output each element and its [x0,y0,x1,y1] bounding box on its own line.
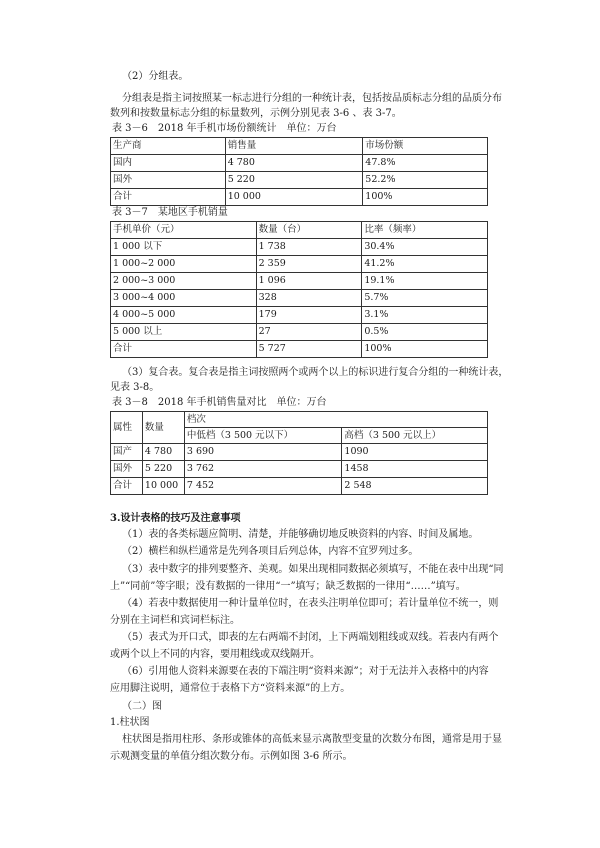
table-cell: 国外 [111,172,226,189]
table-cell: 0.5% [362,324,488,341]
table-cell: 47.8% [363,155,488,172]
tips-item-4-line2: 分别在主词栏和宾词栏标注。 [110,615,240,626]
table-cell: 10 000 [225,189,363,206]
table-cell: 1458 [342,461,488,478]
table-header-cell: 数量（台） [256,222,362,239]
table-header-cell: 手机单价（元） [111,222,257,239]
table-cell: 5 727 [256,341,362,358]
figure-section-heading: （二）图 [122,701,162,712]
table-row [111,324,488,341]
group-table-paragraph-line1: 分组表是指主词按照某一标志进行分组的一种统计表，包括按品质标志分组的品质分布 [122,93,502,104]
table-cell: 4 780 [225,155,363,172]
table-cell: 1090 [342,444,488,461]
table-cell: 国外 [111,461,143,478]
table-3-6 [110,137,488,206]
table-cell: 10 000 [142,478,184,495]
table-cell: 1 096 [256,273,362,290]
group-table-paragraph-line2: 数列和按数量标志分组的标量数列，示例分别见表 3-6 、表 3-7。 [110,108,402,119]
table-3-8 [110,411,488,495]
table-row [111,172,488,189]
table-cell: 2 359 [256,256,362,273]
table-row [111,307,488,324]
table-cell: 4 000~5 000 [111,307,257,324]
table-header-cell: 比率（频率） [362,222,488,239]
table-cell: 2 000~3 000 [111,273,257,290]
table-row [111,273,488,290]
table-cell: 179 [256,307,362,324]
table-header-cell: 高档（3 500 元以上） [342,428,488,444]
table-cell: 30.4% [362,239,488,256]
table-row [111,444,488,461]
table-row [111,341,488,358]
table-cell: 3 762 [184,461,342,478]
table-cell: 5 220 [225,172,363,189]
table-cell: 2 548 [342,478,488,495]
table-header-cell: 中低档（3 500 元以下） [184,428,342,444]
table-row [111,478,488,495]
table-row [111,138,488,155]
table-row [111,189,488,206]
tips-item-1: （1）表的各类标题应简明、清楚，并能够确切地反映资料的内容、时间及属地。 [122,529,479,540]
table-header-cell: 数量 [142,412,184,444]
tips-item-3-line1: （3）表中数字的排列要整齐、美观。如果出现相同数据必须填写，不能在表中出现“同 [122,564,504,575]
bar-chart-subheading: 1.柱状图 [110,717,150,728]
table-cell: 5 000 以上 [111,324,257,341]
table-cell: 1 000 以下 [111,239,257,256]
bar-chart-paragraph-line1: 柱状图是指用柱形、条形或锥体的高低来显示离散型变量的次数分布图，通常是用于显 [122,734,502,745]
table-cell: 5 220 [142,461,184,478]
table-cell: 3 690 [184,444,342,461]
table-header-cell: 销售量 [225,138,363,155]
table-cell: 52.2% [363,172,488,189]
table-cell: 1 738 [256,239,362,256]
table-cell: 国内 [111,155,226,172]
tips-section-heading: 3.设计表格的技巧及注意事项 [110,513,241,524]
tips-item-5-line1: （5）表式为开口式，即表的左右两端不封闭，上下两端划粗线或双线。若表内有两个 [122,632,499,643]
tips-item-4-line1: （4）若表中数据使用一种计量单位时，在表头注明单位即可；若计量单位不统一，则 [122,598,499,609]
tips-item-3-line2: 上”“同前”等字眼；没有数据的一律用“一”填写；缺乏数据的一律用“……”填写。 [110,581,466,592]
table-cell: 合计 [111,478,143,495]
table-3-7 [110,221,488,358]
table-row [111,256,488,273]
tips-item-6-line1: （6）引用他人资料来源要在表的下端注明“资料来源”；对于无法并入表格中的内容 [122,666,489,677]
table-cell: 3.1% [362,307,488,324]
table-row [111,290,488,307]
compound-table-paragraph-line1: （3）复合表。复合表是指主词按照两个或两个以上的标识进行复合分组的一种统计表， [122,367,509,378]
table-cell: 5.7% [362,290,488,307]
group-table-heading: （2）分组表。 [122,71,189,82]
table-header-cell: 档次 [184,412,487,428]
table-cell: 3 000~4 000 [111,290,257,307]
table-cell: 27 [256,324,362,341]
table-3-8-caption: 表 3－8 2018 年手机销售量对比 单位：万台 [112,397,327,408]
table-row [111,155,488,172]
table-row [111,222,488,239]
table-header-cell: 属性 [111,412,143,444]
tips-item-5-line2: 或两个以上不同的内容，要用粗线或双线隔开。 [110,649,320,660]
table-3-7-caption: 表 3－7 某地区手机销量 [112,207,228,218]
tips-item-6-line2: 应用脚注说明，通常位于表格下方“资料来源”的上方。 [110,683,351,694]
table-header-cell: 生产商 [111,138,226,155]
table-header-cell: 市场份额 [363,138,488,155]
table-cell: 100% [362,341,488,358]
table-cell: 19.1% [362,273,488,290]
table-cell: 合计 [111,189,226,206]
table-cell: 41.2% [362,256,488,273]
bar-chart-paragraph-line2: 示观测变量的单值分组次数分布。示例如图 3-6 所示。 [110,751,353,762]
table-row [111,461,488,478]
table-cell: 7 452 [184,478,342,495]
table-cell: 4 780 [142,444,184,461]
table-cell: 1 000~2 000 [111,256,257,273]
tips-item-2: （2）横栏和纵栏通常是先列各项目后列总体，内容不宜罗列过多。 [122,546,419,557]
table-cell: 合计 [111,341,257,358]
table-3-6-caption: 表 3－6 2018 年手机市场份额统计 单位：万台 [112,123,337,134]
table-cell: 328 [256,290,362,307]
table-row [111,239,488,256]
table-cell: 国产 [111,444,143,461]
table-cell: 100% [363,189,488,206]
compound-table-paragraph-line2: 见表 3-8。 [110,382,160,393]
table-row [111,412,488,428]
